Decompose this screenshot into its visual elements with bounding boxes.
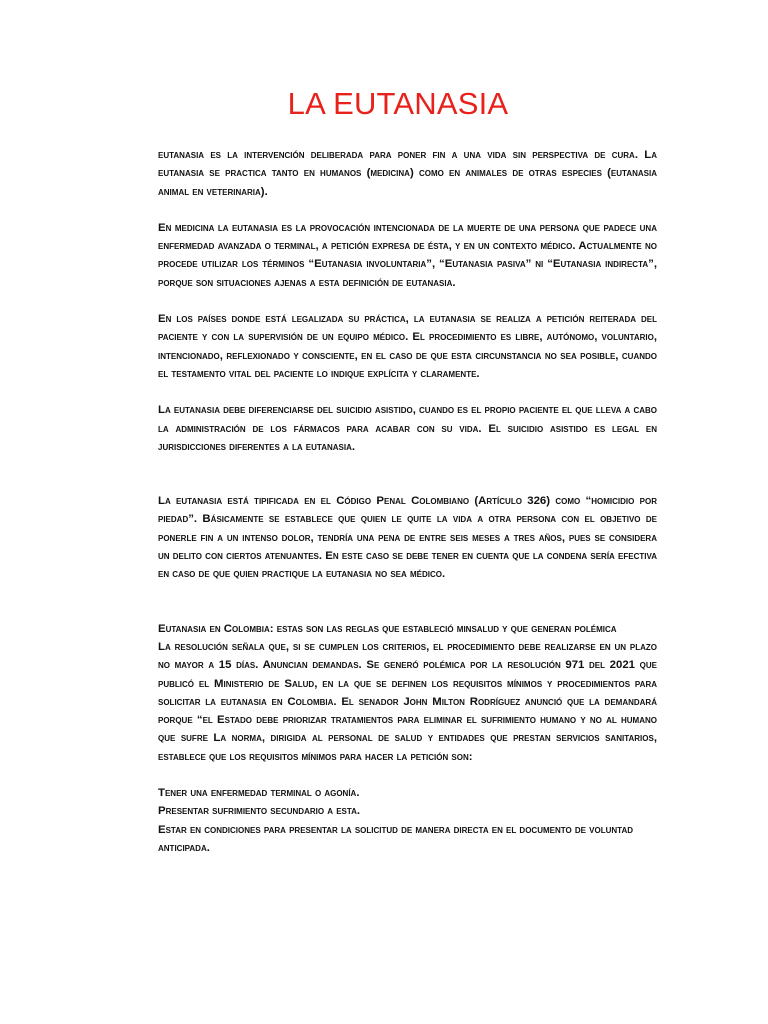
paragraph-spacer <box>158 584 657 620</box>
paragraph-spacer <box>158 766 657 784</box>
paragraph-penal-code: La eutanasia está tipificada en el Código Penal Colombiano (Artículo 326) como “homicidio por piedad”. Básicamente se establece que quien le quite la vida a otra persona con el objetivo de ponerle fin a un intenso dolor, tendría una pena de entre seis meses a tres años, pues se considera un delito con ciertos atenuantes. En este caso se debe tener en cuenta que la condena sería efectiva en caso de que quien practique la eutanasia no sea médico. <box>158 495 657 581</box>
paragraph-assisted-suicide: La eutanasia debe diferenciarse del suicidio asistido, cuando es el propio paciente el que lleva a cabo la administración de los fármacos para acabar con su vida. El suicidio asistido es legal en jurisdicciones diferentes a la eutanasia. <box>158 404 658 453</box>
requirement-item: Presentar sufrimiento secundario a esta. <box>158 805 361 818</box>
requirement-item: Tener una enfermedad terminal o agonía. <box>158 787 360 800</box>
paragraph-spacer <box>158 201 657 219</box>
paragraph-colombia-heading: Eutanasia en Colombia: estas son las reglas que estableció minsalud y que generan polémica <box>158 622 617 635</box>
document-title: LA EUTANASIA <box>287 86 509 121</box>
paragraph-legalization: En los países donde está legalizada su práctica, la eutanasia se realiza a petición reiterada del paciente y con la supervisión de un equipo médico. El procedimiento es libre, autónomo, voluntario, intencionado, reflexionado y consciente, en el caso de que esta circunstancia no sea posible, cuando el testamento vital del paciente lo indique explícita y claramente. <box>158 313 657 380</box>
requirement-item: Estar en condiciones para presentar la solicitud de manera directa en el documento de voluntad anticipada. <box>158 823 634 854</box>
paragraph-spacer <box>158 383 657 401</box>
paragraph-medicine: En medicina la eutanasia es la provocación intencionada de la muerte de una persona que padece una enfermedad avanzada o terminal, a petición expresa de ésta, y en un contexto médico. Actualmente no procede utilizar los términos “Eutanasia involuntaria”, “Eutanasia pasiva” ni “Eutanasia indirecta”, porque son situaciones ajenas a esta definición de eutanasia. <box>158 221 657 289</box>
paragraph-definition: eutanasia es la intervención deliberada para poner fin a una vida sin perspectiva de cura. La eutanasia se practica tanto en humanos (medicina) como en animales de otras especies (eutanasia animal en veterinaria). <box>158 149 657 198</box>
document-body <box>158 146 657 857</box>
paragraph-resolution: La resolución señala que, si se cumplen los criterios, el procedimiento debe realizarse en un plazo no mayor a 15 días. Anuncian demandas. Se generó polémica por la resolución 971 del 2021 que publicó el Ministerio de Salud, en la que se definen los requisitos mínimos y procedimientos para solicitar la eutanasia en Colombia. El senador John Milton Rodríguez anunció que la demandará porque “el Estado debe priorizar tratamientos para eliminar el sufrimiento humano y no al humano que sufre La norma, dirigida al personal de salud y entidades que prestan servicios sanitarios, establece que los requisitos mínimos para hacer la petición son: <box>158 640 657 763</box>
paragraph-spacer <box>158 292 657 310</box>
paragraph-spacer <box>158 456 657 492</box>
